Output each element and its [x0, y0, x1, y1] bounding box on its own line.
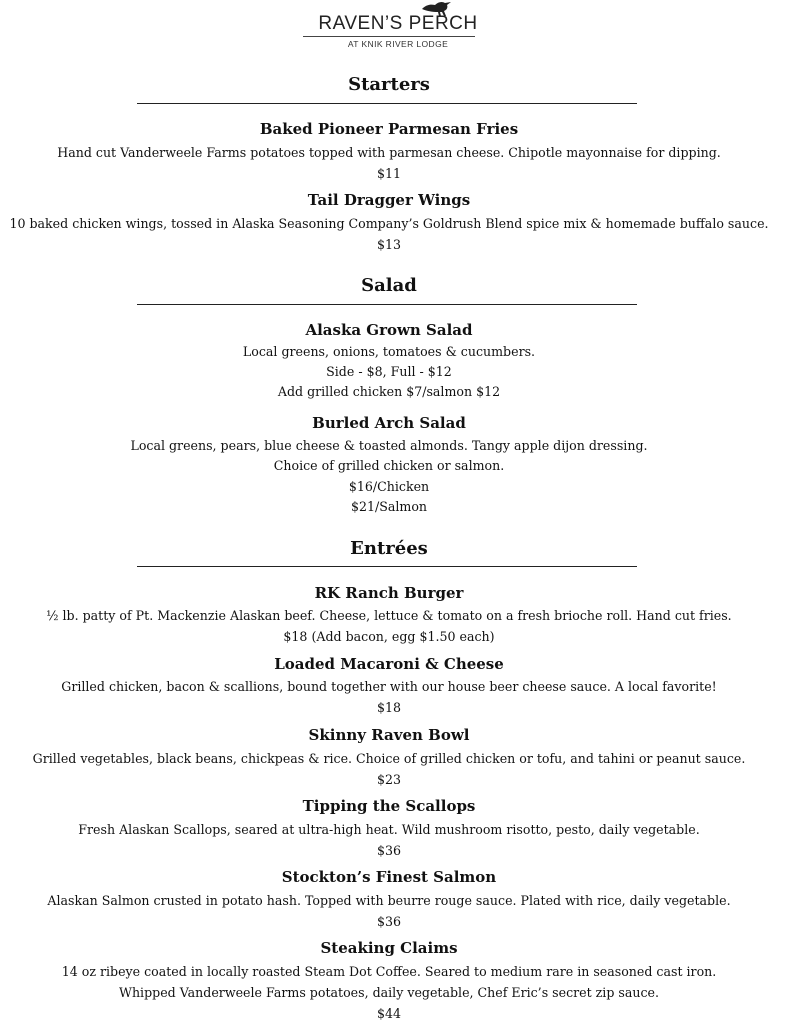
- menu-item-name: Tail Dragger Wings: [307, 191, 471, 209]
- menu-item-name: Tipping the Scallops: [302, 797, 476, 815]
- menu-item-name: Loaded Macaroni & Cheese: [274, 655, 504, 673]
- menu-item-description: Fresh Alaskan Scallops, seared at ultra-high heat. Wild mushroom risotto, pesto, daily vegetable.: [78, 822, 700, 837]
- menu-item-description: Grilled vegetables, black beans, chickpeas & rice. Choice of grilled chicken or tofu, and tahini or peanut sauce.: [32, 751, 746, 766]
- menu-item-name: Burled Arch Salad: [312, 414, 466, 432]
- menu-item-price: $36: [376, 843, 402, 858]
- menu-item-description: Grilled chicken, bacon & scallions, bound together with our house beer cheese sauce. A local favorite!: [61, 679, 717, 694]
- menu-item-price: $21/Salmon: [350, 499, 428, 514]
- menu-item-description: 14 oz ribeye coated in locally roasted Steam Dot Coffee. Seared to medium rare in seasoned cast iron.: [61, 964, 717, 979]
- menu-item-price: $18 (Add bacon, egg $1.50 each): [283, 629, 495, 644]
- menu-item-description: Choice of grilled chicken or salmon.: [273, 458, 505, 473]
- menu-item-name: Baked Pioneer Parmesan Fries: [259, 120, 519, 138]
- menu-item-price: $11: [376, 166, 402, 181]
- menu-item-name: RK Ranch Burger: [314, 584, 464, 602]
- menu-item-description: Whipped Vanderweele Farms potatoes, daily vegetable, Chef Eric’s secret zip sauce.: [119, 985, 659, 1000]
- menu-item-description: Local greens, onions, tomatoes & cucumbers.: [242, 344, 536, 359]
- section-title-entrees: Entrées: [350, 538, 428, 559]
- menu-item-name: Stockton’s Finest Salmon: [281, 868, 497, 886]
- menu-item-description: 10 baked chicken wings, tossed in Alaska Seasoning Company’s Goldrush Blend spice mix & homemade buffalo sauce.: [9, 216, 769, 231]
- section-divider: [137, 103, 637, 104]
- menu-item-price: $13: [376, 237, 402, 252]
- logo-title: RAVEN’S PERCH: [318, 13, 478, 34]
- menu-item-description: Alaskan Salmon crusted in potato hash. Topped with beurre rouge sauce. Plated with rice, daily vegetable.: [47, 893, 731, 908]
- menu-item-addon: Add grilled chicken $7/salmon $12: [277, 384, 501, 399]
- menu-item-description: Local greens, pears, blue cheese & toasted almonds. Tangy apple dijon dressing.: [130, 438, 648, 453]
- menu-item-price: $36: [376, 914, 402, 929]
- section-divider: [137, 566, 637, 567]
- menu-item-name: Steaking Claims: [320, 939, 458, 957]
- menu-item-name: Skinny Raven Bowl: [308, 726, 470, 744]
- menu-item-price: $18: [376, 700, 402, 715]
- section-divider: [137, 304, 637, 305]
- menu-item-price: $23: [376, 772, 402, 787]
- section-title-salad: Salad: [361, 275, 417, 296]
- menu-item-name: Alaska Grown Salad: [305, 321, 473, 339]
- section-title-starters: Starters: [348, 74, 430, 95]
- logo-divider: [303, 36, 475, 37]
- menu-item-price: $16/Chicken: [348, 479, 430, 494]
- menu-item-description: ½ lb. patty of Pt. Mackenzie Alaskan beef. Cheese, lettuce & tomato on a fresh brioche roll. Hand cut fries.: [46, 608, 732, 623]
- menu-item-price: Side - $8, Full - $12: [326, 364, 452, 379]
- menu-item-price: $44: [376, 1006, 402, 1021]
- menu-item-description: Hand cut Vanderweele Farms potatoes topped with parmesan cheese. Chipotle mayonnaise for dipping.: [57, 145, 721, 160]
- logo-subtitle: AT KNIK RIVER LODGE: [347, 39, 449, 49]
